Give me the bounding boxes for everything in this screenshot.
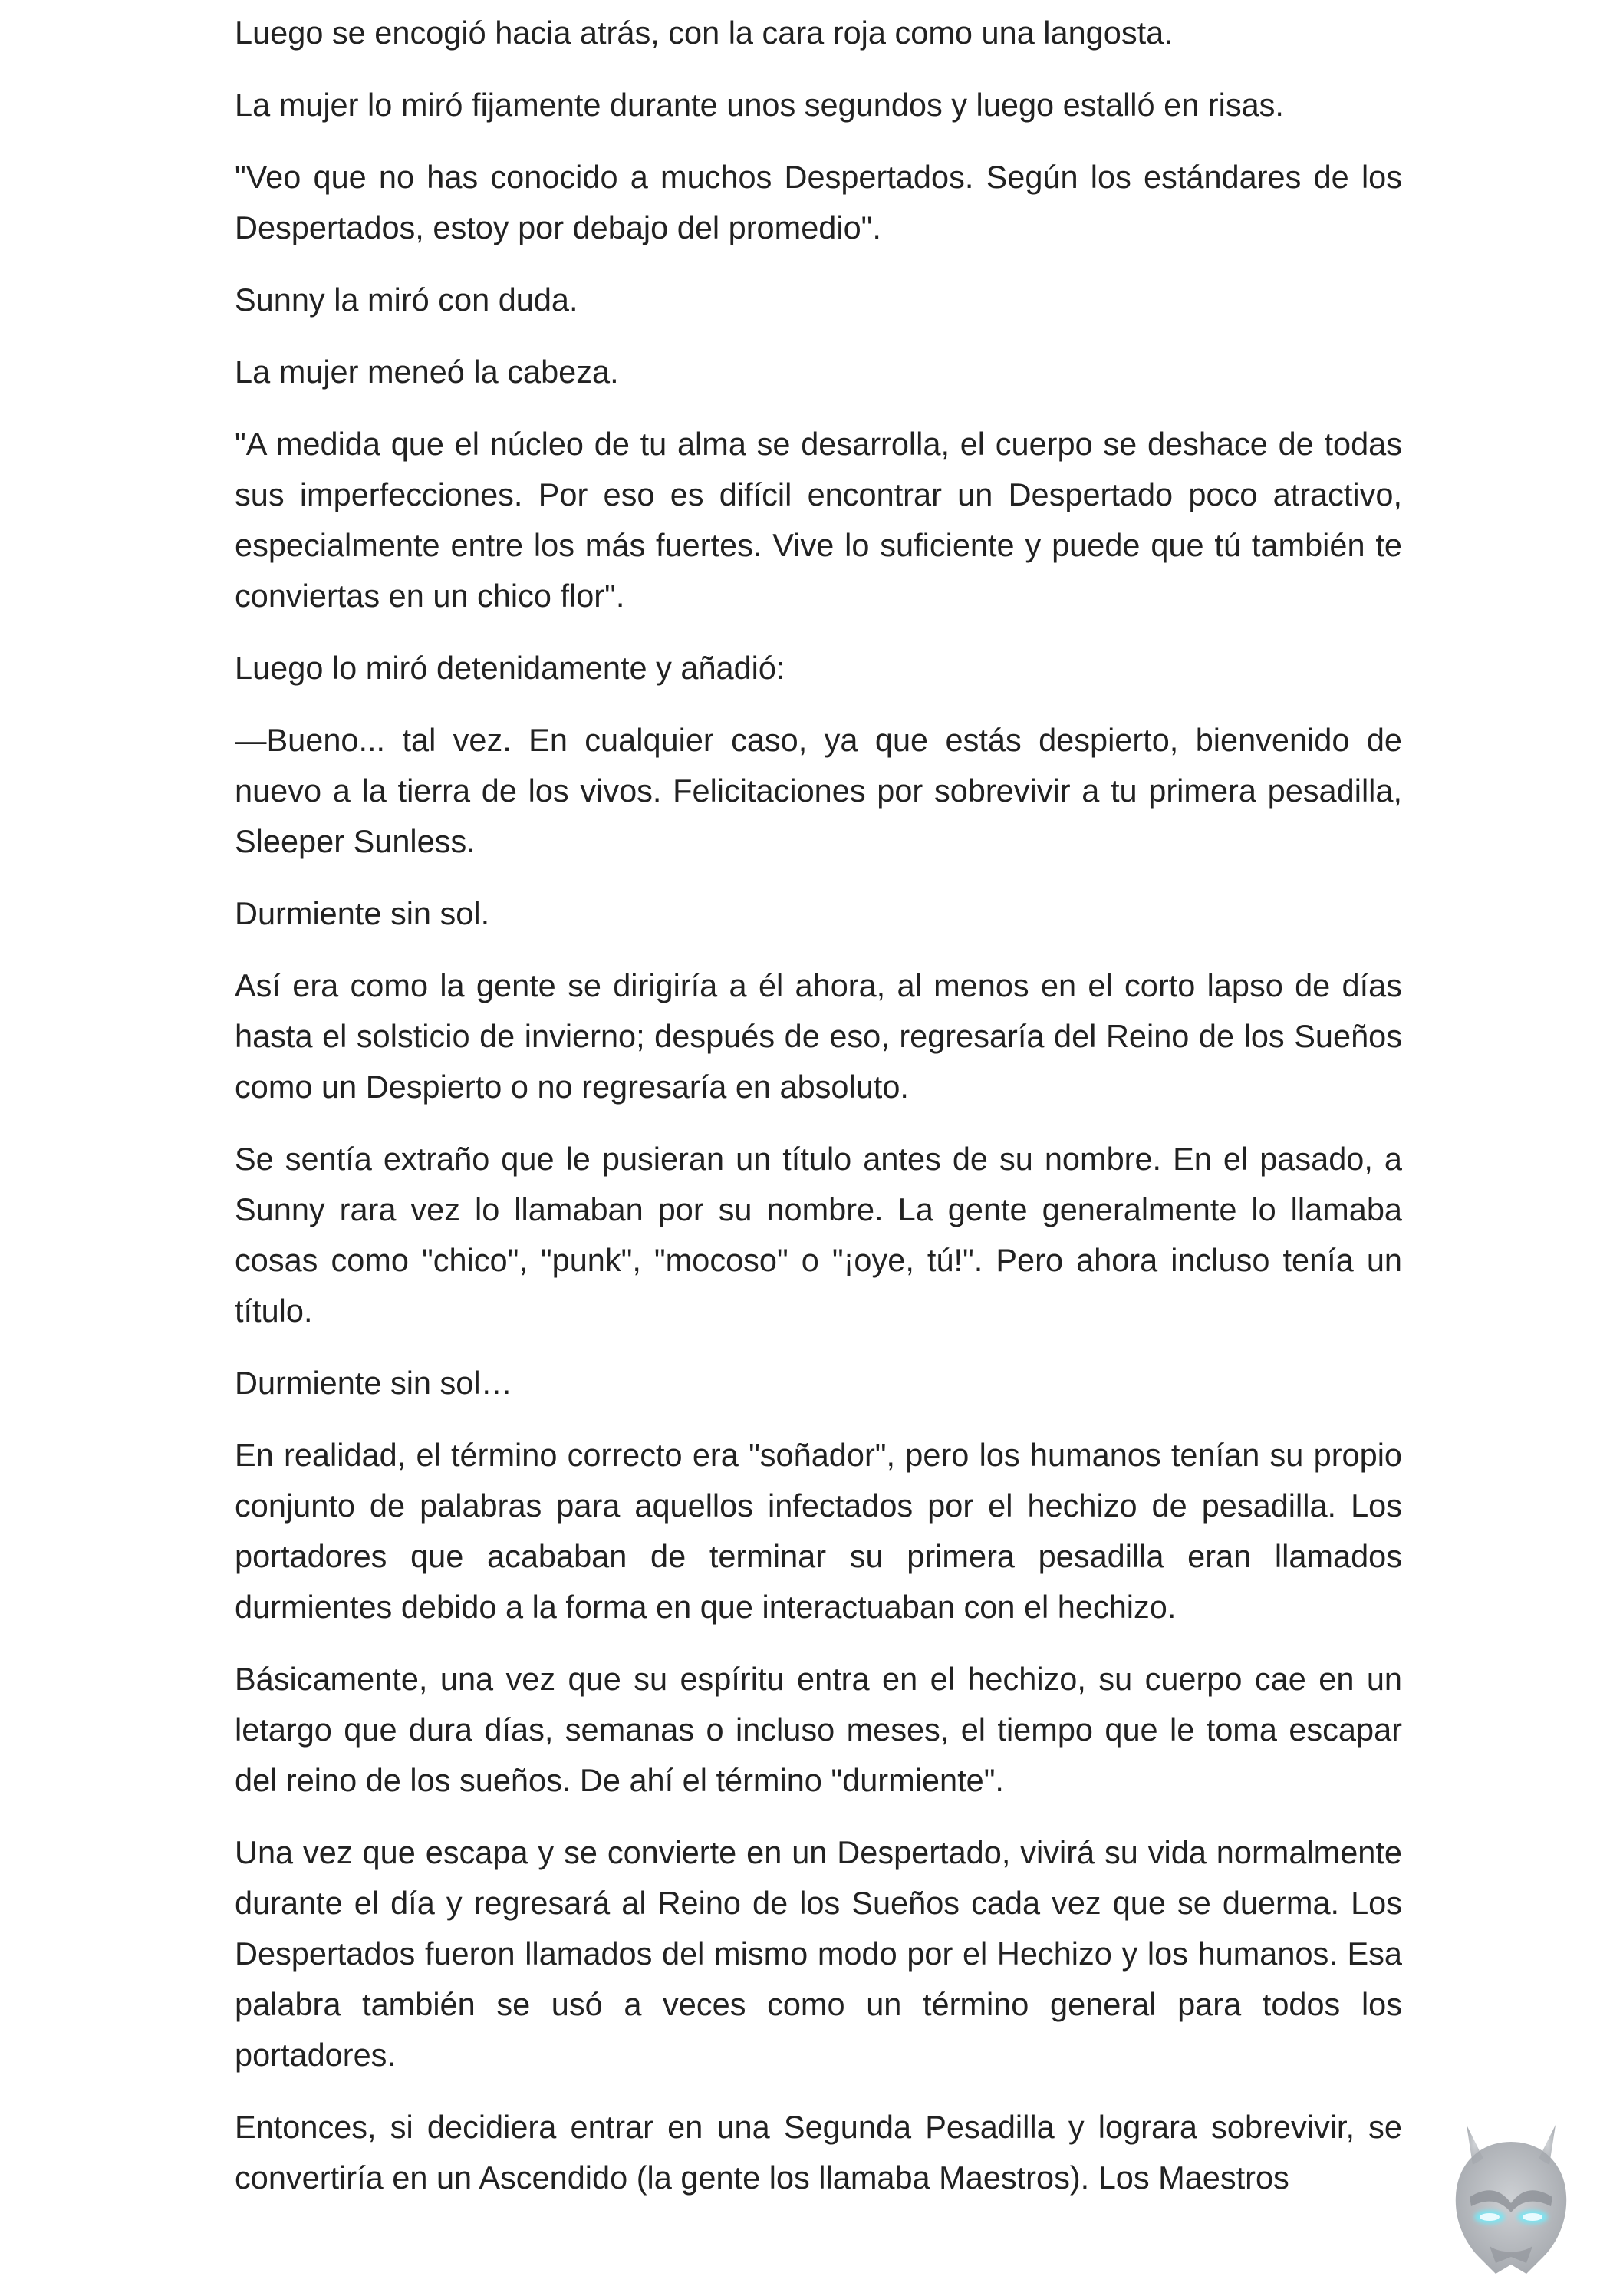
- paragraph: "Veo que no has conocido a muchos Despertados. Según los estándares de los Despertados, estoy por debajo del promedio".: [235, 159, 1402, 245]
- paragraph: Durmiente sin sol…: [235, 1365, 513, 1401]
- paragraph: Durmiente sin sol.: [235, 895, 490, 931]
- paragraph: Se sentía extraño que le pusieran un título antes de su nombre. En el pasado, a Sunny rara vez lo llamaban por su nombre. La gente generalmente lo llamaba cosas como "chico", "punk", "mocoso" o "¡oye, tú!". Pero ahora incluso tenía un título.: [235, 1141, 1402, 1329]
- paragraph: En realidad, el término correcto era "soñador", pero los humanos tenían su propio conjunto de palabras para aquellos infectados por el hechizo de pesadilla. Los portadores que acababan de terminar su primera pesadilla eran llamados durmientes debido a la forma en que interactuaban con el hechizo.: [235, 1437, 1402, 1625]
- paragraph: Luego se encogió hacia atrás, con la cara roja como una langosta.: [235, 15, 1173, 51]
- paragraph: Así era como la gente se dirigiría a él ahora, al menos en el corto lapso de días hasta el solsticio de invierno; después de eso, regresaría del Reino de los Sueños como un Despierto o no regresaría en absoluto.: [235, 967, 1402, 1105]
- paragraph: Una vez que escapa y se convierte en un Despertado, vivirá su vida normalmente durante el día y regresará al Reino de los Sueños cada vez que se duerma. Los Despertados fueron llamados del mismo modo por el Hechizo y los humanos. Esa palabra también se usó a veces como un término general para todos los portadores.: [235, 1834, 1402, 2073]
- paragraph: Sunny la miró con duda.: [235, 282, 578, 318]
- paragraph: La mujer meneó la cabeza.: [235, 354, 619, 390]
- paragraph: La mujer lo miró fijamente durante unos segundos y luego estalló en risas.: [235, 87, 1284, 123]
- paragraph: Entonces, si decidiera entrar en una Segunda Pesadilla y lograra sobrevivir, se convertiría en un Ascendido (la gente los llamaba Maestros). Los Maestros: [235, 2109, 1402, 2196]
- paragraph: —Bueno... tal vez. En cualquier caso, ya que estás despierto, bienvenido de nuevo a la tierra de los vivos. Felicitaciones por sobrevivir a tu primera pesadilla, Sleeper Sunless.: [235, 722, 1402, 859]
- body-text: [235, 8, 1402, 2225]
- paragraph: Luego lo miró detenidamente y añadió:: [235, 650, 785, 686]
- demon-head-icon: [1436, 2111, 1586, 2280]
- paragraph: Básicamente, una vez que su espíritu entra en el hechizo, su cuerpo cae en un letargo que dura días, semanas o incluso meses, el tiempo que le toma escapar del reino de los sueños. De ahí el término "durmiente".: [235, 1661, 1402, 1798]
- paragraph: "A medida que el núcleo de tu alma se desarrolla, el cuerpo se deshace de todas sus imperfecciones. Por eso es difícil encontrar un Despertado poco atractivo, especialmente entre los más fuertes. Vive lo suficiente y puede que tú también te conviertas en un chico flor".: [235, 426, 1402, 614]
